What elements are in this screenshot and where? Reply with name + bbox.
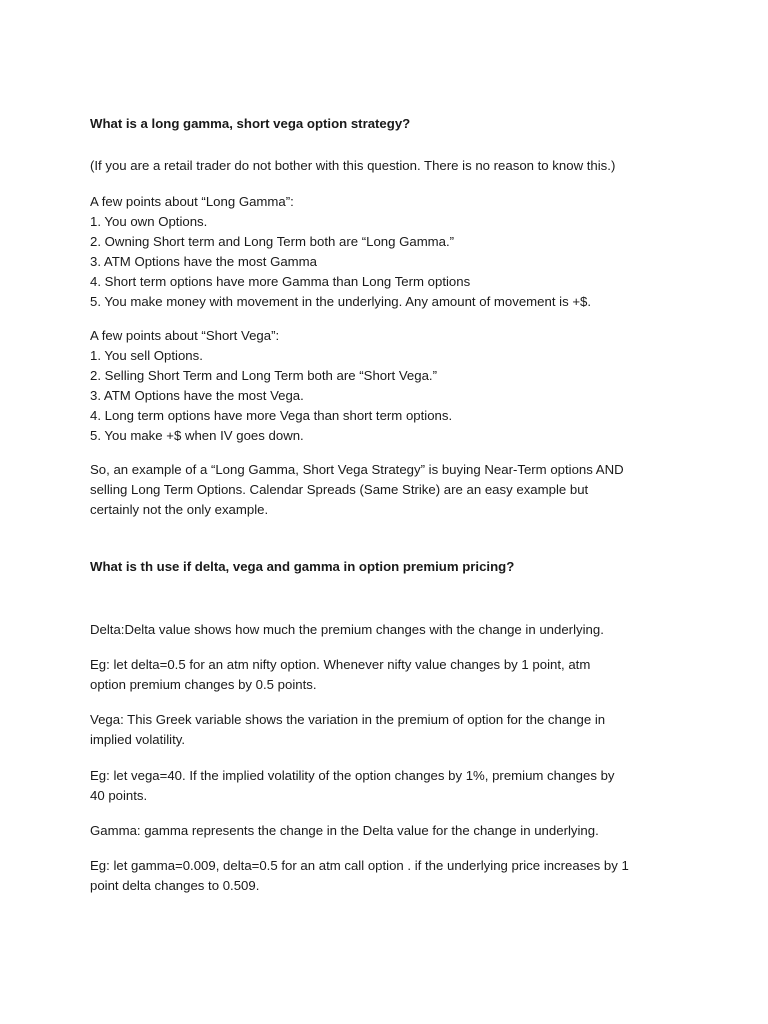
delta-text: Delta:Delta value shows how much the premium changes with the change in underlying. xyxy=(90,622,604,637)
vega-line: implied volatility. xyxy=(90,732,186,747)
vega-example-line: 40 points. xyxy=(90,788,148,803)
short-vega-list xyxy=(90,326,740,446)
vega-definition xyxy=(90,710,740,750)
intro-text: (If you are a retail trader do not bother with this question. There is no reason to know this.) xyxy=(90,158,616,173)
list-item: 3. ATM Options have the most Gamma xyxy=(90,254,317,269)
gamma-example-line: point delta changes to 0.509. xyxy=(90,878,260,893)
vega-example xyxy=(90,766,740,806)
vega-line: Vega: This Greek variable shows the variation in the premium of option for the change in xyxy=(90,712,606,727)
long-gamma-list xyxy=(90,192,740,312)
list-item: 1. You own Options. xyxy=(90,214,208,229)
section-1-heading-text: What is a long gamma, short vega option strategy? xyxy=(90,116,411,131)
delta-definition xyxy=(90,620,740,640)
gamma-example xyxy=(90,856,740,896)
list-item: 5. You make money with movement in the underlying. Any amount of movement is +$. xyxy=(90,294,592,309)
section-1-intro xyxy=(90,156,740,176)
delta-example-line: option premium changes by 0.5 points. xyxy=(90,677,317,692)
list-item: 2. Selling Short Term and Long Term both are “Short Vega.” xyxy=(90,368,437,383)
conclusion-line: certainly not the only example. xyxy=(90,502,269,517)
section-2-heading xyxy=(90,557,740,577)
section-1-conclusion xyxy=(90,460,740,520)
gamma-example-line: Eg: let gamma=0.009, delta=0.5 for an atm call option . if the underlying price increases by 1 xyxy=(90,858,629,873)
delta-example-line: Eg: let delta=0.5 for an atm nifty option. Whenever nifty value changes by 1 point, atm xyxy=(90,657,591,672)
list-item: 2. Owning Short term and Long Term both are “Long Gamma.” xyxy=(90,234,455,249)
vega-example-line: Eg: let vega=40. If the implied volatility of the option changes by 1%, premium changes by xyxy=(90,768,615,783)
short-vega-title: A few points about “Short Vega”: xyxy=(90,328,280,343)
conclusion-line: selling Long Term Options. Calendar Spreads (Same Strike) are an easy example but xyxy=(90,482,589,497)
list-item: 3. ATM Options have the most Vega. xyxy=(90,388,304,403)
list-item: 4. Long term options have more Vega than short term options. xyxy=(90,408,453,423)
list-item: 1. You sell Options. xyxy=(90,348,203,363)
list-item: 4. Short term options have more Gamma than Long Term options xyxy=(90,274,471,289)
long-gamma-title: A few points about “Long Gamma”: xyxy=(90,194,294,209)
delta-example xyxy=(90,655,740,695)
gamma-definition xyxy=(90,821,740,841)
conclusion-line: So, an example of a “Long Gamma, Short Vega Strategy” is buying Near-Term options AND xyxy=(90,462,624,477)
gamma-text: Gamma: gamma represents the change in the Delta value for the change in underlying. xyxy=(90,823,599,838)
section-2-heading-text: What is th use if delta, vega and gamma in option premium pricing? xyxy=(90,559,515,574)
section-1-heading xyxy=(90,114,740,134)
list-item: 5. You make +$ when IV goes down. xyxy=(90,428,304,443)
